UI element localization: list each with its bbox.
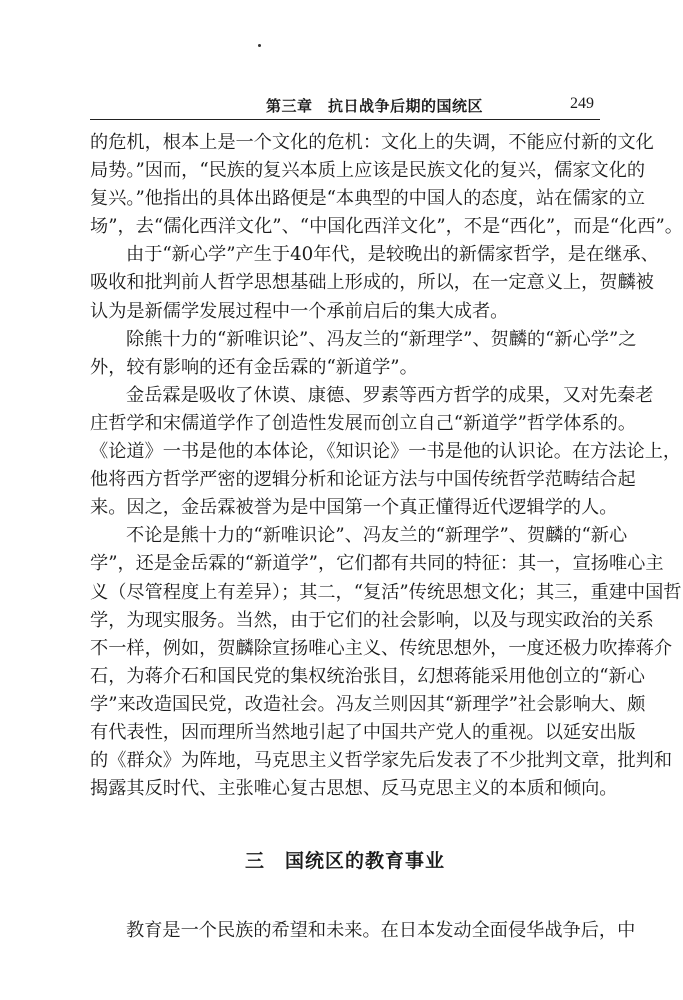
page-number: 249 — [570, 95, 594, 112]
text-line: 局势。”因而，“民族的复兴本质上应该是民族文化的复兴，儒家文化的 — [90, 160, 646, 182]
text-line: 揭露其反时代、主张唯心复古思想、反马克思主义的本质和倾向。 — [90, 778, 618, 800]
text-line: 《论道》一书是他的本体论，《知识论》一书是他的认识论。在方法论上， — [90, 441, 682, 463]
text-line: 庄哲学和宋儒道学作了创造性发展而创立自己“新道学”哲学体系的。 — [90, 412, 637, 434]
text-line: 学”来改造国民党，改造社会。冯友兰则因其“新理学”社会影响大、颇 — [90, 693, 646, 715]
text-line: 石，为蒋介石和国民党的集权统治张目，幻想蒋能采用他创立的“新心 — [90, 665, 645, 687]
paragraph-start: 除熊十力的“新唯识论”、冯友兰的“新理学”、贺麟的“新心学”之 — [126, 328, 637, 350]
section-body — [90, 917, 636, 945]
text-line: 认为是新儒学发展过程中一个承前启后的集大成者。 — [90, 300, 509, 322]
text-line: 学”，还是金岳霖的“新道学”，它们都有共同的特征：其一，宣扬唯心主 — [90, 553, 664, 575]
text-line: 外，较有影响的还有金岳霖的“新道学”。 — [90, 356, 418, 378]
text-line: 场”，去“儒化西洋文化”、“中国化西洋文化”，不是“西化”，而是“化西”。 — [90, 216, 683, 238]
section-heading: 三 国统区的教育事业 — [244, 850, 445, 872]
paragraph-start: 金岳霖是吸收了休谟、康德、罗素等西方哲学的成果，又对先秦老 — [126, 384, 654, 406]
text-line: 复兴。”他指出的具体出路便是“本典型的中国人的态度，站在儒家的立 — [90, 188, 646, 210]
text-line: 吸收和批判前人哲学思想基础上形成的，所以，在一定意义上，贺麟被 — [90, 272, 654, 294]
text-line: 有代表性，因而理所当然地引起了中国共产党人的重视。以延安出版 — [90, 721, 636, 743]
text-line: 的《群众》为阵地，马克思主义哲学家先后发表了不少批判文章，批判和 — [90, 750, 673, 772]
text-line: 不一样，例如，贺麟除宣扬唯心主义、传统思想外，一度还极力吹捧蒋介 — [90, 637, 673, 659]
chapter-title: 第三章 抗日战争后期的国统区 — [266, 97, 484, 115]
body-text — [90, 129, 683, 803]
header-rule — [90, 119, 600, 120]
paragraph-start: 不论是熊十力的“新唯识论”、冯友兰的“新理学”、贺麟的“新心 — [126, 525, 628, 547]
text-line: 的危机，根本上是一个文化的危机：文化上的失调，不能应付新的文化 — [90, 132, 654, 153]
paragraph-start: 教育是一个民族的希望和未来。在日本发动全面侵华战争后，中 — [126, 920, 636, 941]
paragraph-start: 由于“新心学”产生于40年代，是较晚出的新儒家哲学，是在继承、 — [126, 244, 659, 266]
text-line: 学，为现实服务。当然，由于它们的社会影响，以及与现实政治的关系 — [90, 609, 654, 631]
running-header — [90, 93, 600, 123]
text-line: 他将西方哲学严密的逻辑分析和论证方法与中国传统哲学范畴结合起 — [90, 469, 636, 491]
text-line: 来。因之，金岳霖被誉为是中国第一个真正懂得近代逻辑学的人。 — [90, 497, 618, 519]
print-speck — [258, 44, 261, 47]
text-line: 义（尽管程度上有差异）；其二，“复活”传统思想文化；其三，重建中国哲 — [90, 581, 682, 603]
